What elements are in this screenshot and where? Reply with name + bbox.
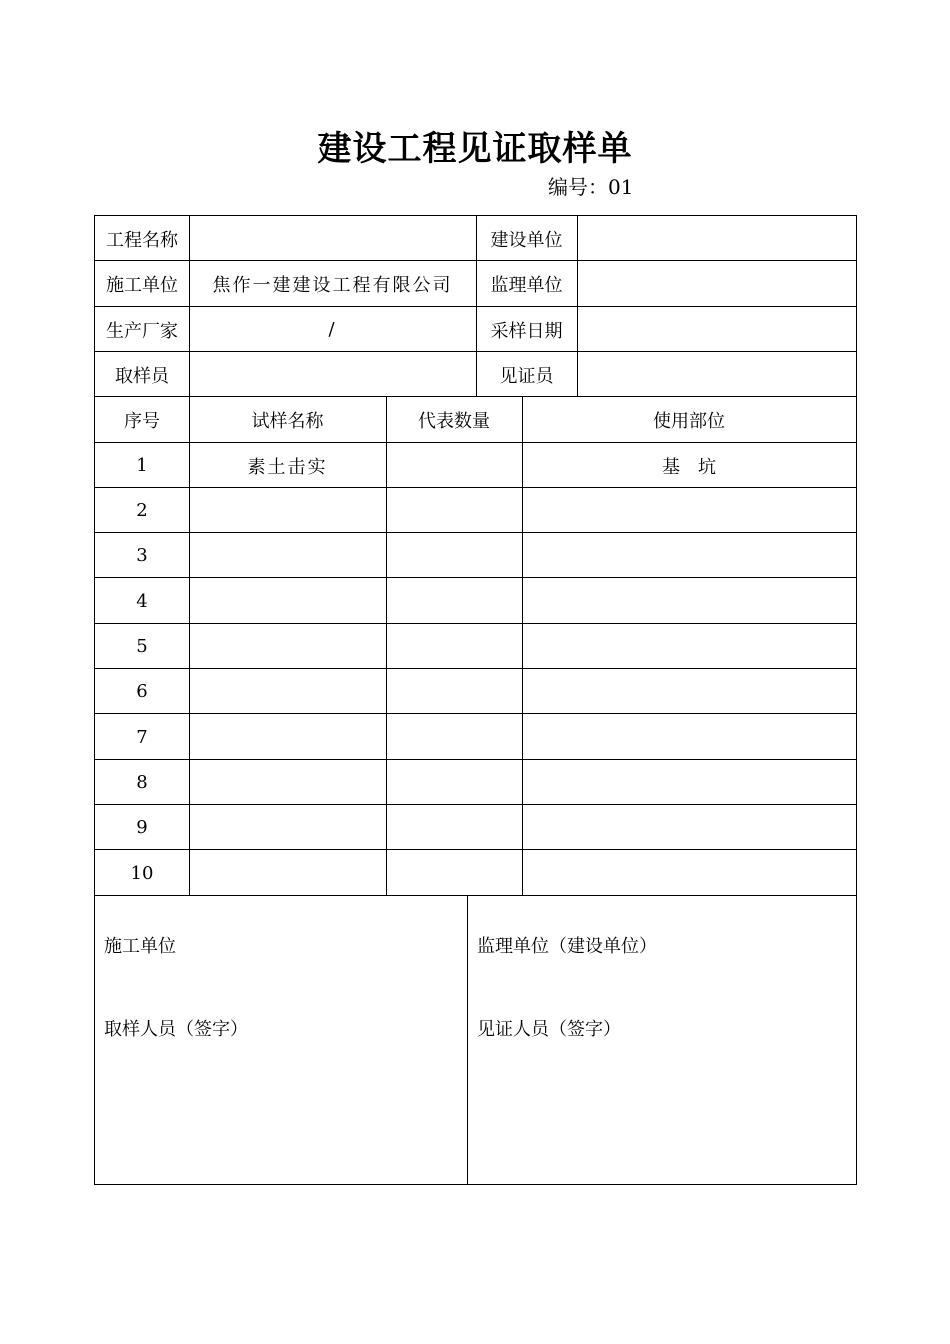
contractor-unit-label: 施工单位 [104, 936, 176, 957]
info-value [577, 261, 856, 307]
info-label: 生产厂家 [106, 320, 178, 342]
info-value [189, 352, 476, 397]
sample-quantity [386, 624, 522, 669]
info-label: 见证员 [499, 365, 554, 387]
sample-number: 7 [136, 726, 148, 748]
sample-number: 6 [136, 681, 148, 702]
sample-location [522, 624, 856, 669]
signature-divider [467, 896, 468, 1184]
info-value [577, 307, 856, 352]
witness-signature-label: 见证人员（签字） [477, 1019, 621, 1040]
sample-name [189, 669, 386, 714]
sample-location [522, 805, 856, 850]
sample-header: 序号 [124, 411, 160, 432]
sample-name [189, 760, 386, 805]
info-value: / [328, 319, 337, 340]
info-label: 采样日期 [490, 320, 563, 342]
info-value: 焦作一建建设工程有限公司 [212, 275, 453, 296]
sample-header: 代表数量 [418, 411, 490, 432]
sample-number: 10 [130, 862, 154, 884]
sample-quantity [386, 669, 522, 714]
page-title: 建设工程见证取样单 [317, 129, 633, 169]
document-number [548, 174, 633, 200]
info-value [577, 352, 856, 397]
sample-name [189, 805, 386, 850]
info-value [577, 216, 856, 261]
sample-quantity [386, 443, 522, 488]
info-label: 监理单位 [490, 275, 563, 296]
sample-quantity [386, 805, 522, 850]
sample-location [522, 533, 856, 578]
supervisor-unit-label: 监理单位（建设单位） [477, 936, 657, 957]
sample-quantity [386, 578, 522, 624]
sample-name: 素土击实 [247, 456, 328, 478]
sample-quantity [386, 533, 522, 578]
sample-number: 9 [136, 817, 148, 838]
info-label: 建设单位 [490, 229, 563, 251]
sample-name [189, 533, 386, 578]
sample-location [522, 760, 856, 805]
sample-quantity [386, 488, 522, 533]
sample-quantity [386, 760, 522, 805]
sample-name [189, 578, 386, 624]
sample-header: 试样名称 [251, 411, 324, 432]
sample-name [189, 624, 386, 669]
sample-number: 8 [136, 772, 148, 793]
document-number-value: 01 [608, 175, 634, 199]
info-label: 取样员 [115, 365, 169, 387]
sample-header: 使用部位 [653, 411, 725, 432]
document-number-label: 编号： [548, 175, 608, 199]
sample-number: 5 [136, 636, 148, 657]
sample-name [189, 714, 386, 760]
info-label: 施工单位 [106, 275, 178, 296]
sample-location: 基 坑 [662, 456, 716, 478]
sample-number: 1 [136, 455, 148, 476]
sample-location [522, 669, 856, 714]
sample-number: 4 [136, 590, 148, 612]
sample-name [189, 850, 386, 896]
sample-location [522, 850, 856, 896]
sampler-signature-label: 取样人员（签字） [104, 1019, 248, 1040]
sample-name [189, 488, 386, 533]
sample-location [522, 488, 856, 533]
sample-location [522, 714, 856, 760]
sample-location [522, 578, 856, 624]
info-label: 工程名称 [106, 229, 178, 251]
sample-number: 3 [136, 545, 148, 566]
sampling-form [94, 215, 857, 1185]
sample-quantity [386, 850, 522, 896]
sample-number: 2 [136, 500, 148, 521]
sample-quantity [386, 714, 522, 760]
info-value [189, 216, 476, 261]
